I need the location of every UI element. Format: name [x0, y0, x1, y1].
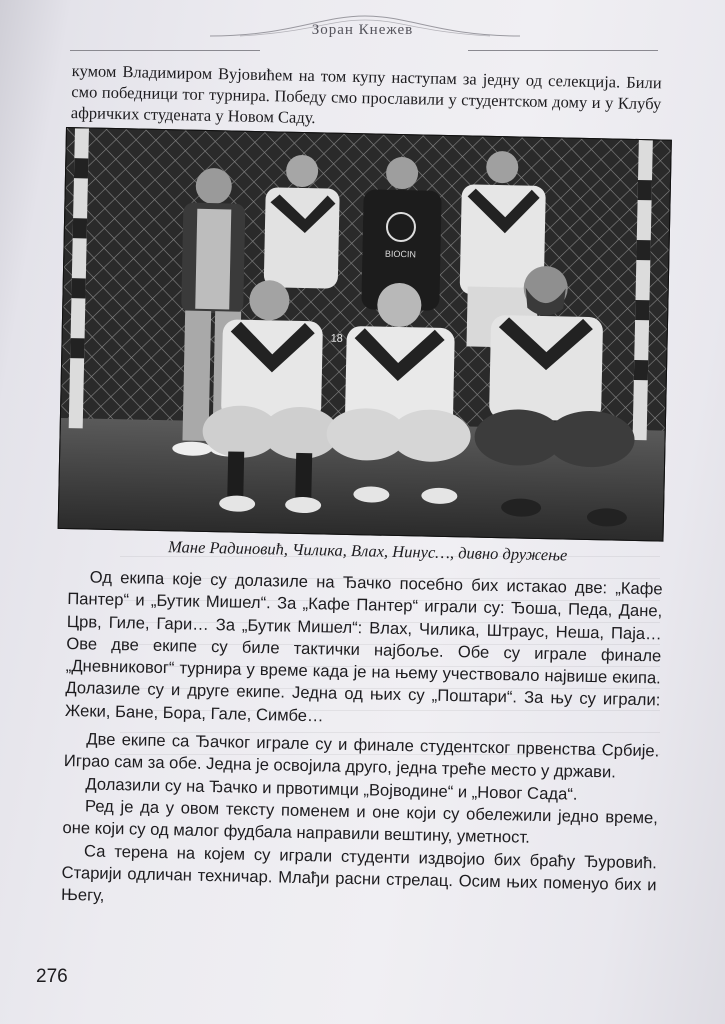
body-paragraph-5: Са терена на којем су играли студенти издвојио бих браћу Ђуровић. Старији одличан техничар. Млађи расни стрелац. Осим њих поменуо бих и Његу,	[60, 840, 658, 905]
body-paragraph-1: Од екипа које су долазиле на Ђачко посебно бих истакао две: „Кафе Пантер“ и „Бутик Мишел“. За „Кафе Пантер“ играли су: Ђоша, Педа, Дане, Црв, Гиле, Гари… За „Бутик Мишел“: Влах, Чилика, Штраус, Неша, Паја… Ове две екипе су биле тактички најбоље. Обе су играле финале „Дневниковог“ турнира у време када је на њему учествовало највише екипа. Долазиле су и друге екипе. Једна од њих су „Поштари“. За њу су играли: Жеки, Бане, Бора, Гале, Симбе…	[64, 567, 663, 726]
header-rule-left	[70, 50, 260, 51]
header-rule-right	[468, 50, 658, 51]
team-photo	[58, 127, 672, 542]
header-title: Зоран Кнежев	[311, 22, 414, 38]
jersey-number: 18	[330, 332, 343, 345]
photo-caption: Мане Радиновић, Чилика, Влах, Нинус…, дивно дружење	[167, 537, 568, 565]
body-paragraph-3: Долазили су на Ђачко и првотимци „Војводине“ и „Новог Сада“.	[85, 774, 578, 804]
body-paragraph-2: Две екипе са Ђачког играле су и финале студентског првенства Србије. Играо сам за обе. Једна је освојила друго, једна треће место у држави.	[63, 729, 660, 782]
body-paragraph-4: Ред је да у овом тексту поменем и оне који су обележили једно време, оне који су од малог фудбала направили вештину, уметност.	[62, 796, 659, 847]
body-text	[61, 566, 663, 919]
jersey-text: BIOCIN	[384, 248, 417, 260]
top-paragraph: кумом Владимиром Вујовићем на том купу наступам за једну од селекција. Били смо победници тог турнира. Победу смо прославили у студентском дому и у Клубу афричких студената у Новом Саду.	[70, 60, 662, 128]
page-number: 276	[36, 966, 68, 987]
running-header	[0, 6, 725, 58]
